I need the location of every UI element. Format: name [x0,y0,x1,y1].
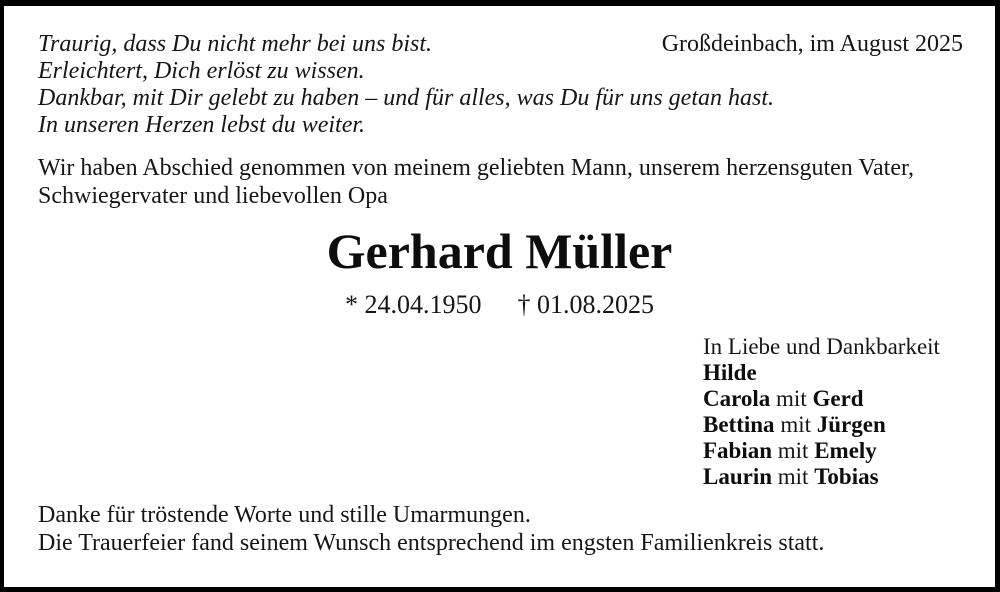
birth-symbol: * [345,290,358,319]
intro-line: Schwiegervater und liebevollen Opa [38,183,388,209]
mourner-entry: Bettina mit Jürgen [703,412,886,437]
epigraph-line: In unseren Herzen lebst du weiter. [38,112,366,138]
mourners-heading: In Liebe und Dankbarkeit [703,334,940,359]
mourner-entry: Hilde [703,360,757,385]
mourner-entry: Carola mit Gerd [703,386,864,411]
closing-line: Danke für tröstende Worte und stille Umarmungen. [38,502,531,528]
death-date [518,290,655,319]
birth-date-value: 24.04.1950 [364,290,482,319]
epigraph-line: Dankbar, mit Dir gelebt zu haben – und für alles, was Du für uns getan hast. [38,85,774,111]
epigraph-line: Traurig, dass Du nicht mehr bei uns bist. [38,31,433,57]
death-date-value: 01.08.2025 [537,290,654,319]
mourner-entry: Laurin mit Tobias [703,464,879,489]
closing-line: Die Trauerfeier fand seinem Wunsch entsprechend im engsten Familienkreis statt. [38,530,825,556]
intro-paragraph [38,154,914,210]
birth-date [345,290,482,319]
closing-paragraph [38,501,824,557]
dagger-symbol: † [517,290,531,319]
epigraph-line: Erleichtert, Dich erlöst zu wissen. [38,58,365,84]
mourners-list [703,334,940,490]
intro-line: Wir haben Abschied genommen von meinem geliebten Mann, unserem herzensguten Vater, [38,155,915,181]
life-dates [4,290,995,320]
mourner-entry: Fabian mit Emely [703,438,877,463]
deceased-name: Gerhard Müller [326,223,673,279]
place-dateline: Großdeinbach, im August 2025 [661,31,963,57]
